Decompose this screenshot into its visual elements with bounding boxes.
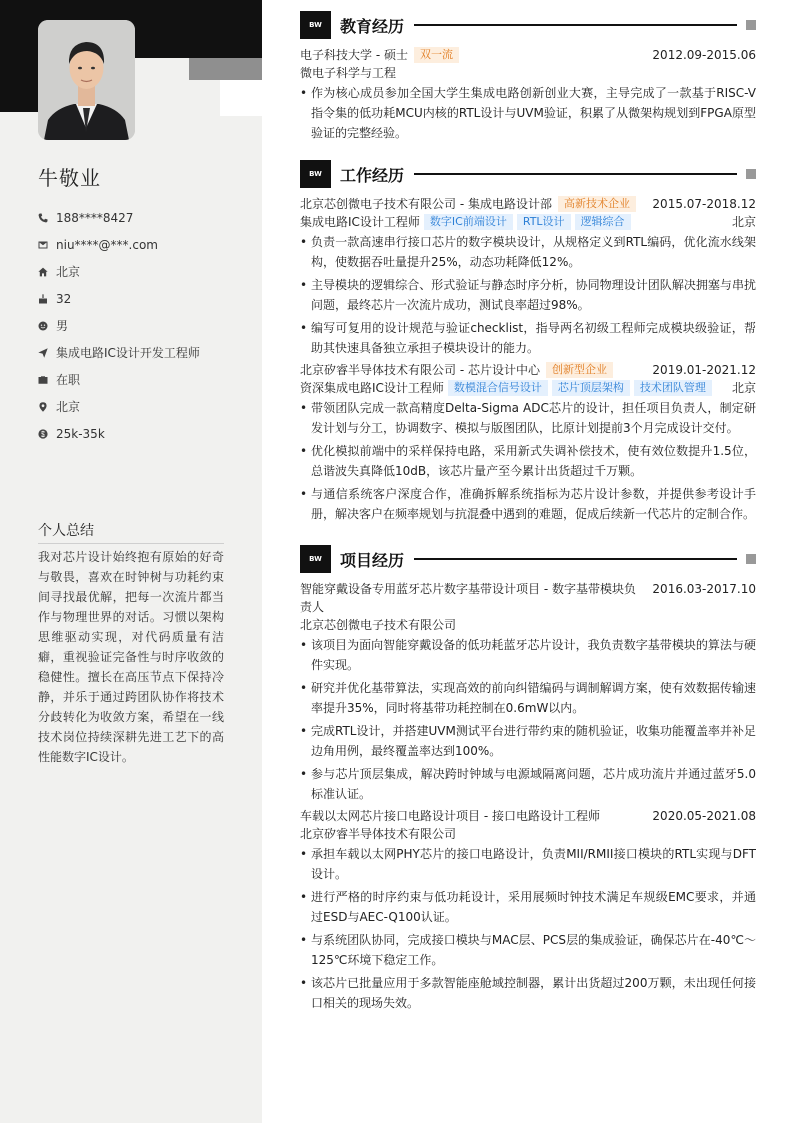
info-phone [38, 204, 248, 231]
gender-value: 男 [56, 319, 69, 333]
project-bullets [300, 844, 756, 1013]
projects-title: 项目经历 [340, 550, 405, 570]
projects-header [300, 545, 756, 573]
profile-photo [38, 20, 135, 140]
project-entry [300, 580, 756, 804]
section-badge: BW [300, 11, 331, 39]
info-target-role [38, 339, 248, 366]
list-item: • 负责一款高速串行接口芯片的数字模块设计，从规格定义到RTL编码，优化流水线架构，使数据吞吐量提升25%，动态功耗降低12%。 [300, 232, 756, 272]
education-header [300, 11, 756, 39]
list-item: • 与通信系统客户深度合作，准确拆解系统指标为芯片设计参数，并提供参考设计手册，解决客户在频率规划与抗混叠中遇到的难题，促成后续新一代芯片的定制合作。 [300, 484, 756, 524]
education-title: 教育经历 [340, 16, 405, 36]
list-item: • 参与芯片顶层集成，解决跨时钟域与电源域隔离问题，芯片成功流片并通过蓝牙5.0标准认证。 [300, 764, 756, 804]
summary-text: 我对芯片设计始终抱有原始的好奇与敬畏，喜欢在时钟树与功耗约束间寻找最优解，把每一次流片都当作与物理世界的对话。习惯以架构思维驱动实现，对代码质量有洁癖，重视验证完备性与时序收敛的稳健性。擅长在高压节点下保持冷静，并乐于通过跨团队协作将技术分歧转化为收敛方案，希望在一线技术岗位持续深耕先进工艺下的高性能数字IC设计。 [38, 550, 224, 764]
skill-tag: 数模混合信号设计 [448, 380, 548, 396]
job-title: 资深集成电路IC设计工程师 [300, 381, 444, 395]
list-item: • 研究并优化基带算法，实现高效的前向纠错编码与调制解调方案，使有效数据传输速率提升35%，同时将基带功耗控制在0.6mW以内。 [300, 678, 756, 718]
education-entry [300, 46, 756, 143]
project-bullets [300, 635, 756, 804]
section-badge: BW [300, 160, 331, 188]
info-gender [38, 312, 248, 339]
job-title: 集成电路IC设计工程师 [300, 215, 420, 229]
phone-icon [38, 213, 48, 223]
skill-tag: 逻辑综合 [575, 214, 631, 230]
decor-black-block [0, 58, 38, 112]
home-icon [38, 267, 48, 277]
briefcase-icon [38, 375, 48, 385]
sidebar [0, 0, 262, 1123]
list-item: • 承担车载以太网PHY芯片的接口电路设计，负责MII/RMII接口模块的RTL实现与DFT设计。 [300, 844, 756, 884]
salary-value: 25k-35k [56, 426, 105, 441]
skill-tag: 数字IC前端设计 [424, 214, 513, 230]
info-target-city [38, 393, 248, 420]
section-divider [414, 173, 737, 175]
info-email [38, 231, 248, 258]
location-icon [38, 402, 48, 412]
list-item: • 编写可复用的设计规范与验证checklist，指导两名初级工程师完成模块级验证，帮助其快速具备独立承担子模块设计的能力。 [300, 318, 756, 358]
section-square-marker [746, 554, 756, 564]
list-item: • 作为核心成员参加全国大学生集成电路创新创业大赛，主导完成了一款基于RISC-V指令集的低功耗MCU内核的RTL设计与UVM验证，积累了从微架构规划到FPGA原型验证的完整经验。 [300, 83, 756, 143]
section-square-marker [746, 20, 756, 30]
status-value: 在职 [56, 373, 81, 387]
section-divider [414, 558, 737, 560]
list-item: • 进行严格的时序约束与低功耗设计，采用展频时钟技术满足车规级EMC要求，并通过ESD与AEC-Q100认证。 [300, 887, 756, 927]
company-tag: 高新技术企业 [558, 196, 636, 212]
profile-name: 牛敬业 [38, 166, 101, 190]
section-square-marker [746, 169, 756, 179]
education-section [300, 11, 756, 146]
work-entry [300, 361, 756, 524]
list-item: • 带领团队完成一款高精度Delta-Sigma ADC芯片的设计，担任项目负责人，制定研发计划与分工，协调数字、模拟与版图团队，比原计划提前3个月完成设计交付。 [300, 398, 756, 438]
company-tag: 创新型企业 [546, 362, 613, 378]
list-item: • 该项目为面向智能穿戴设备的低功耗蓝牙芯片设计，我负责数字基带模块的算法与硬件实现。 [300, 635, 756, 675]
target-role-value: 集成电路IC设计开发工程师 [56, 346, 200, 360]
decor-white-block [220, 80, 262, 116]
company-name: 北京矽睿半导体技术有限公司 - 芯片设计中心 [300, 363, 540, 377]
project-date: 2020.05-2021.08 [652, 809, 756, 823]
work-location: 北京 [731, 381, 756, 395]
send-icon [38, 348, 48, 358]
list-item: • 该芯片已批量应用于多款智能座舱域控制器，累计出货超过200万颗，未出现任何接口相关的现场失效。 [300, 973, 756, 1013]
major: 微电子科学与工程 [300, 66, 397, 80]
info-age [38, 285, 248, 312]
education-date: 2012.09-2015.06 [652, 48, 756, 62]
email-value: niu****@***.com [56, 237, 158, 252]
project-name: 车载以太网芯片接口电路设计项目 - 接口电路设计工程师 [300, 809, 600, 823]
target-city-value: 北京 [56, 400, 81, 414]
project-entry [300, 807, 756, 1013]
info-salary [38, 420, 248, 447]
skill-tag: RTL设计 [517, 214, 571, 230]
work-entry [300, 195, 756, 358]
projects-section [300, 545, 756, 1016]
school-tag: 双一流 [414, 47, 459, 63]
info-city [38, 258, 248, 285]
email-icon [38, 240, 48, 250]
info-status [38, 366, 248, 393]
phone-value: 188****8427 [56, 210, 134, 225]
list-item: • 主导模块的逻辑综合、形式验证与静态时序分析，协同物理设计团队解决拥塞与串扰问题，最终芯片一次流片成功，测试良率超过98%。 [300, 275, 756, 315]
work-title: 工作经历 [340, 165, 405, 185]
list-item: • 完成RTL设计，并搭建UVM测试平台进行带约束的随机验证，收集功能覆盖率并补足边角用例，最终覆盖率达到100%。 [300, 721, 756, 761]
work-header [300, 160, 756, 188]
section-divider [414, 24, 737, 26]
contact-info-list [38, 204, 248, 447]
age-value: 32 [56, 291, 72, 306]
list-item: • 与系统团队协同，完成接口模块与MAC层、PCS层的集成验证，确保芯片在-40℃～125℃环境下稳定工作。 [300, 930, 756, 970]
skill-tag: 技术团队管理 [634, 380, 712, 396]
list-item: • 优化模拟前端中的采样保持电路，采用新式失调补偿技术，使有效位数提升1.5位，总谐波失真降低10dB，该芯片量产至今累计出货超过千万颗。 [300, 441, 756, 481]
project-company: 北京芯创微电子技术有限公司 [300, 618, 457, 632]
project-date: 2016.03-2017.10 [652, 582, 756, 596]
work-date: 2015.07-2018.12 [652, 197, 756, 211]
summary-title: 个人总结 [38, 520, 224, 544]
section-badge: BW [300, 545, 331, 573]
project-name: 智能穿戴设备专用蓝牙芯片数字基带设计项目 - 数字基带模块负责人 [300, 582, 636, 614]
work-section [300, 160, 756, 527]
work-bullets [300, 232, 756, 358]
work-date: 2019.01-2021.12 [652, 363, 756, 377]
skill-tag: 芯片顶层架构 [552, 380, 630, 396]
company-name: 北京芯创微电子技术有限公司 - 集成电路设计部 [300, 197, 552, 211]
cake-icon [38, 294, 48, 304]
project-company: 北京矽睿半导体技术有限公司 [300, 827, 457, 841]
decor-gray-block [189, 58, 262, 80]
gender-icon [38, 321, 48, 331]
education-bullets [300, 83, 756, 143]
work-location: 北京 [731, 215, 756, 229]
school-name: 电子科技大学 - 硕士 [300, 48, 408, 62]
city-value: 北京 [56, 265, 81, 279]
work-bullets [300, 398, 756, 524]
salary-icon [38, 429, 48, 439]
